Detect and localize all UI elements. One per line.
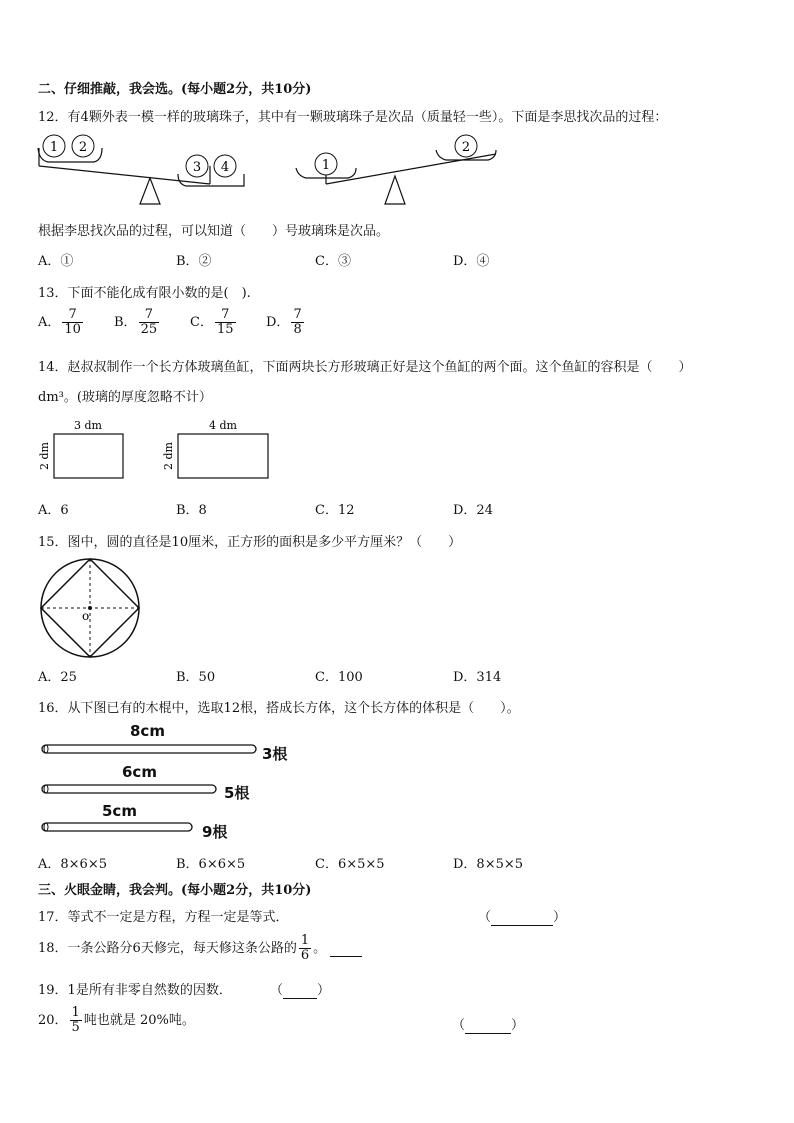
q16-option-c[interactable]: C．6×5×5 bbox=[315, 857, 385, 872]
q13-option-d[interactable]: D． $\frac{7}{8}$ bbox=[266, 307, 302, 337]
q18-stem: 18．一条公路分6天修完，每天修这条公路的 $\frac{1}{6}$ 。 bbox=[38, 934, 362, 963]
q16-option-a[interactable]: A．8×6×5 bbox=[38, 857, 107, 872]
q14-option-c[interactable]: C．12 bbox=[315, 503, 355, 518]
q13-option-b[interactable]: B． $\frac{7}{25}$ bbox=[114, 307, 158, 337]
q14-option-b[interactable]: B．8 bbox=[176, 503, 207, 518]
svg-text:2: 2 bbox=[461, 140, 471, 155]
stick-5cm-length: 5cm bbox=[102, 802, 137, 820]
q16-option-d[interactable]: D．8×5×5 bbox=[453, 857, 524, 872]
ball-1-second-weigh bbox=[315, 153, 337, 175]
q19-answer-blank[interactable]: （ ） bbox=[270, 983, 331, 998]
q16-stem: 16．从下图已有的木棍中，选取12根，搭成长方体，这个长方体的体积是（ ）。 bbox=[38, 701, 520, 716]
q16-option-b[interactable]: B．6×6×5 bbox=[176, 857, 246, 872]
q12-stem: 12．有4颗外表一模一样的玻璃珠子，其中有一颗玻璃珠子是次品（质量轻一些）。下面是李思找次品的过程： bbox=[38, 110, 668, 125]
q15-option-d[interactable]: D．314 bbox=[453, 670, 502, 685]
q19-stem: 19．1是所有非零自然数的因数． bbox=[38, 983, 232, 998]
q14-option-d[interactable]: D．24 bbox=[453, 503, 493, 518]
stick-8cm-count: 3根 bbox=[262, 745, 288, 763]
ball-1 bbox=[43, 135, 65, 157]
balance-1 bbox=[38, 148, 244, 204]
stick-5cm-count: 9根 bbox=[202, 823, 228, 841]
q14-option-a[interactable]: A．6 bbox=[38, 503, 69, 518]
svg-text:4: 4 bbox=[220, 160, 230, 175]
q15-stem: 15．图中，圆的直径是10厘米，正方形的面积是多少平方厘米？（ ） bbox=[38, 535, 462, 550]
glass-panel-2-length: 4 dm bbox=[209, 419, 237, 432]
q12-option-b[interactable]: B．② bbox=[176, 254, 212, 269]
glass-panel-1-length: 3 dm bbox=[74, 419, 102, 432]
ball-2 bbox=[72, 135, 94, 157]
section-2-title: 二、仔细推敲，我会选。(每小题2分，共10分) bbox=[38, 82, 312, 97]
q20-stem: 20． $\frac{1}{5}$ 吨也就是 20%吨。 bbox=[38, 1005, 195, 1035]
ball-2-second-weigh bbox=[455, 135, 477, 157]
q12-option-c[interactable]: C．③ bbox=[315, 254, 351, 269]
glass-panel-2 bbox=[178, 434, 268, 478]
svg-text:3: 3 bbox=[192, 160, 202, 175]
q20-answer-blank[interactable]: （ ） bbox=[452, 1018, 525, 1033]
stick-8cm bbox=[40, 743, 260, 757]
ball-4 bbox=[214, 155, 236, 177]
stick-6cm-count: 5根 bbox=[224, 784, 250, 802]
glass-panel-1 bbox=[54, 434, 123, 478]
svg-text:2: 2 bbox=[78, 140, 88, 155]
q12-option-a[interactable]: A．① bbox=[38, 254, 74, 269]
q12-option-d[interactable]: D．④ bbox=[453, 254, 490, 269]
stick-6cm bbox=[40, 783, 220, 797]
section-3-title: 三、火眼金睛，我会判。(每小题2分，共10分) bbox=[38, 883, 312, 898]
q17-answer-blank[interactable]: （ ） bbox=[478, 910, 567, 925]
q14-stem-unit: dm³。(玻璃的厚度忽略不计） bbox=[38, 390, 212, 405]
q17-stem: 17．等式不一定是方程，方程一定是等式． bbox=[38, 910, 289, 925]
q13-option-a[interactable]: A． $\frac{7}{10}$ bbox=[38, 307, 81, 337]
q15-option-c[interactable]: C．100 bbox=[315, 670, 363, 685]
q12-balance-figure bbox=[36, 132, 506, 212]
svg-text:1: 1 bbox=[321, 158, 331, 173]
q15-option-b[interactable]: B．50 bbox=[176, 670, 216, 685]
q12-prompt: 根据李思找次品的过程，可以知道（ ）号玻璃珠是次品。 bbox=[38, 224, 390, 239]
q15-option-a[interactable]: A．25 bbox=[38, 670, 77, 685]
center-label: o bbox=[82, 609, 90, 623]
stick-6cm-length: 6cm bbox=[122, 763, 157, 781]
ball-3 bbox=[186, 155, 208, 177]
q14-stem: 14．赵叔叔制作一个长方体玻璃鱼缸，下面两块长方形玻璃正好是这个鱼缸的两个面。这个鱼缸的容积是（ ） bbox=[38, 360, 692, 375]
q13-option-c[interactable]: C． $\frac{7}{15}$ bbox=[190, 307, 234, 337]
q18-answer-blank[interactable] bbox=[330, 941, 362, 957]
q13-stem: 13．下面不能化成有限小数的是( ). bbox=[38, 286, 251, 301]
stick-8cm-length: 8cm bbox=[130, 722, 165, 740]
glass-panel-2-height: 2 dm bbox=[162, 442, 175, 470]
glass-panel-1-height: 2 dm bbox=[38, 442, 51, 470]
q14-glass-figure bbox=[36, 416, 286, 486]
svg-text:1: 1 bbox=[49, 140, 59, 155]
q15-circle-square-figure bbox=[38, 556, 142, 660]
stick-5cm bbox=[40, 821, 196, 835]
